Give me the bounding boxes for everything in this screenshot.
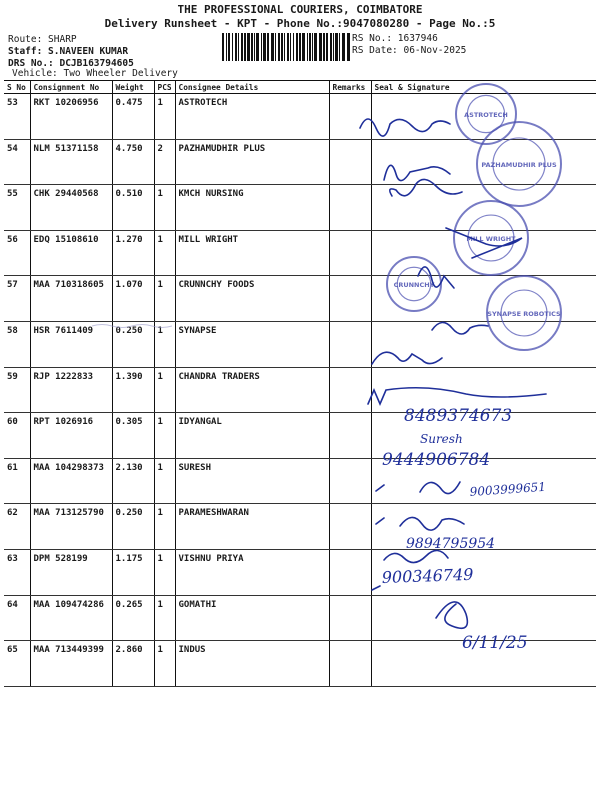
row-consignee: SURESH — [175, 458, 329, 504]
row-remarks — [329, 549, 371, 595]
row-pcs: 2 — [154, 139, 175, 185]
route-label: Route: SHARP — [8, 34, 77, 45]
row-weight: 0.250 — [112, 321, 154, 367]
row-consignee: KMCH NURSING — [175, 185, 329, 231]
row-weight: 1.390 — [112, 367, 154, 413]
row-consignee: VISHNU PRIYA — [175, 549, 329, 595]
row-consignment: NLM 51371158 — [30, 139, 112, 185]
runsheet-subtitle: Delivery Runsheet - KPT - Phone No.:9047080280 - Page No.:5 — [104, 17, 496, 30]
row-pcs: 1 — [154, 504, 175, 550]
table-row — [4, 139, 596, 185]
row-consignment: EDQ 15108610 — [30, 230, 112, 276]
table-row — [4, 185, 596, 231]
row-seal — [371, 641, 596, 687]
table-row — [4, 595, 596, 641]
row-weight: 1.070 — [112, 276, 154, 322]
row-remarks — [329, 595, 371, 641]
handwritten-name-61: Suresh — [420, 432, 463, 446]
drs-label: DRS No.: DCJB163794605 — [8, 58, 134, 69]
row-seal — [371, 549, 596, 595]
row-seal — [371, 230, 596, 276]
handwritten-phone-62: 9003999651 — [469, 479, 547, 499]
row-pcs: 1 — [154, 367, 175, 413]
barcode — [222, 33, 350, 61]
row-sno: 56 — [4, 230, 30, 276]
pazhamudhir-stamp-text: PAZHAMUDHIR PLUS — [481, 161, 557, 169]
row-consignment: MAA 713449399 — [30, 641, 112, 687]
row-sno: 60 — [4, 413, 30, 459]
col-consignee: Consignee Details — [175, 81, 329, 94]
col-consignment: Consignment No — [30, 81, 112, 94]
handwritten-phone-64: 900346749 — [381, 564, 474, 587]
row-consignee: INDUS — [175, 641, 329, 687]
table-row — [4, 94, 596, 140]
handwritten-phone-63: 9894795954 — [406, 536, 496, 552]
row-consignment: RPT 1026916 — [30, 413, 112, 459]
row-consignment: MAA 104298373 — [30, 458, 112, 504]
row-seal — [371, 139, 596, 185]
row-weight: 1.270 — [112, 230, 154, 276]
row-sno: 53 — [4, 94, 30, 140]
handwritten-phone-61: 9444906784 — [382, 450, 491, 470]
row-consignee: SYNAPSE — [175, 321, 329, 367]
row-weight: 2.860 — [112, 641, 154, 687]
row-seal — [371, 413, 596, 459]
row-remarks — [329, 94, 371, 140]
table-row — [4, 549, 596, 595]
row-weight: 0.250 — [112, 504, 154, 550]
col-seal: Seal & Signature — [371, 81, 596, 94]
staff-label: Staff: S.NAVEEN KUMAR — [8, 46, 129, 57]
table-row — [4, 321, 596, 367]
col-pcs: PCS — [154, 81, 175, 94]
row-pcs: 1 — [154, 413, 175, 459]
row-consignment: RKT 10206956 — [30, 94, 112, 140]
astrotech-stamp-text: ASTROTECH — [464, 111, 508, 119]
row-consignee: CRUNNCHY FOODS — [175, 276, 329, 322]
rs-date: RS Date: 06-Nov-2025 — [352, 45, 467, 56]
handwritten-date-note: 6/11/25 — [462, 633, 528, 653]
row-remarks — [329, 641, 371, 687]
row-seal — [371, 458, 596, 504]
table-row — [4, 413, 596, 459]
row-pcs: 1 — [154, 458, 175, 504]
row-remarks — [329, 185, 371, 231]
row-remarks — [329, 321, 371, 367]
table-row — [4, 367, 596, 413]
vehicle-label: Vehicle: Two Wheeler Delivery — [12, 68, 178, 79]
row-remarks — [329, 458, 371, 504]
row-weight: 2.130 — [112, 458, 154, 504]
table-row — [4, 641, 596, 687]
row-pcs: 1 — [154, 549, 175, 595]
runsheet-table — [4, 80, 596, 687]
row-seal — [371, 276, 596, 322]
row-pcs: 1 — [154, 595, 175, 641]
row-pcs: 1 — [154, 94, 175, 140]
crunnchy-stamp-text: CRUNNCHY — [393, 281, 435, 289]
row-sno: 63 — [4, 549, 30, 595]
col-sno: S No — [4, 81, 30, 94]
row-sno: 59 — [4, 367, 30, 413]
row-pcs: 1 — [154, 321, 175, 367]
row-sno: 65 — [4, 641, 30, 687]
row-weight: 0.265 — [112, 595, 154, 641]
handwritten-phone-60: 8489374673 — [404, 406, 513, 426]
row-consignment: MAA 710318605 — [30, 276, 112, 322]
row-weight: 0.305 — [112, 413, 154, 459]
row-weight: 0.510 — [112, 185, 154, 231]
row-remarks — [329, 504, 371, 550]
table-header-row — [4, 81, 596, 94]
row-pcs: 1 — [154, 185, 175, 231]
row-remarks — [329, 367, 371, 413]
row-consignment: DPM 528199 — [30, 549, 112, 595]
row-sno: 54 — [4, 139, 30, 185]
row-consignee: PAZHAMUDHIR PLUS — [175, 139, 329, 185]
row-remarks — [329, 230, 371, 276]
row-sno: 64 — [4, 595, 30, 641]
row-sno: 61 — [4, 458, 30, 504]
row-consignee: IDYANGAL — [175, 413, 329, 459]
row-seal — [371, 595, 596, 641]
row-consignee: GOMATHI — [175, 595, 329, 641]
row-pcs: 1 — [154, 641, 175, 687]
row-consignee: MILL WRIGHT — [175, 230, 329, 276]
row-consignment: HSR 7611409 — [30, 321, 112, 367]
row-consignee: ASTROTECH — [175, 94, 329, 140]
row-sno: 62 — [4, 504, 30, 550]
row-remarks — [329, 413, 371, 459]
row-sno: 58 — [4, 321, 30, 367]
row-seal — [371, 504, 596, 550]
row-weight: 4.750 — [112, 139, 154, 185]
row-consignment: RJP 1222833 — [30, 367, 112, 413]
row-consignment: MAA 109474286 — [30, 595, 112, 641]
col-weight: Weight — [112, 81, 154, 94]
row-consignment: MAA 713125790 — [30, 504, 112, 550]
row-weight: 1.175 — [112, 549, 154, 595]
row-remarks — [329, 139, 371, 185]
col-remarks: Remarks — [329, 81, 371, 94]
row-seal — [371, 94, 596, 140]
rs-number: RS No.: 1637946 — [352, 33, 438, 44]
table-row — [4, 504, 596, 550]
millwright-stamp-text: MILL WRIGHT — [466, 235, 516, 243]
row-consignee: PARAMESHWARAN — [175, 504, 329, 550]
synapse-stamp-text: SYNAPSE ROBOTICS — [487, 310, 561, 318]
row-pcs: 1 — [154, 230, 175, 276]
row-sno: 57 — [4, 276, 30, 322]
row-seal — [371, 367, 596, 413]
row-seal — [371, 321, 596, 367]
row-remarks — [329, 276, 371, 322]
row-weight: 0.475 — [112, 94, 154, 140]
table-row — [4, 458, 596, 504]
row-seal — [371, 185, 596, 231]
row-consignee: CHANDRA TRADERS — [175, 367, 329, 413]
table-row — [4, 230, 596, 276]
row-consignment: CHK 29440568 — [30, 185, 112, 231]
table-row — [4, 276, 596, 322]
row-sno: 55 — [4, 185, 30, 231]
row-pcs: 1 — [154, 276, 175, 322]
company-title: THE PROFESSIONAL COURIERS, COIMBATORE — [177, 3, 423, 16]
